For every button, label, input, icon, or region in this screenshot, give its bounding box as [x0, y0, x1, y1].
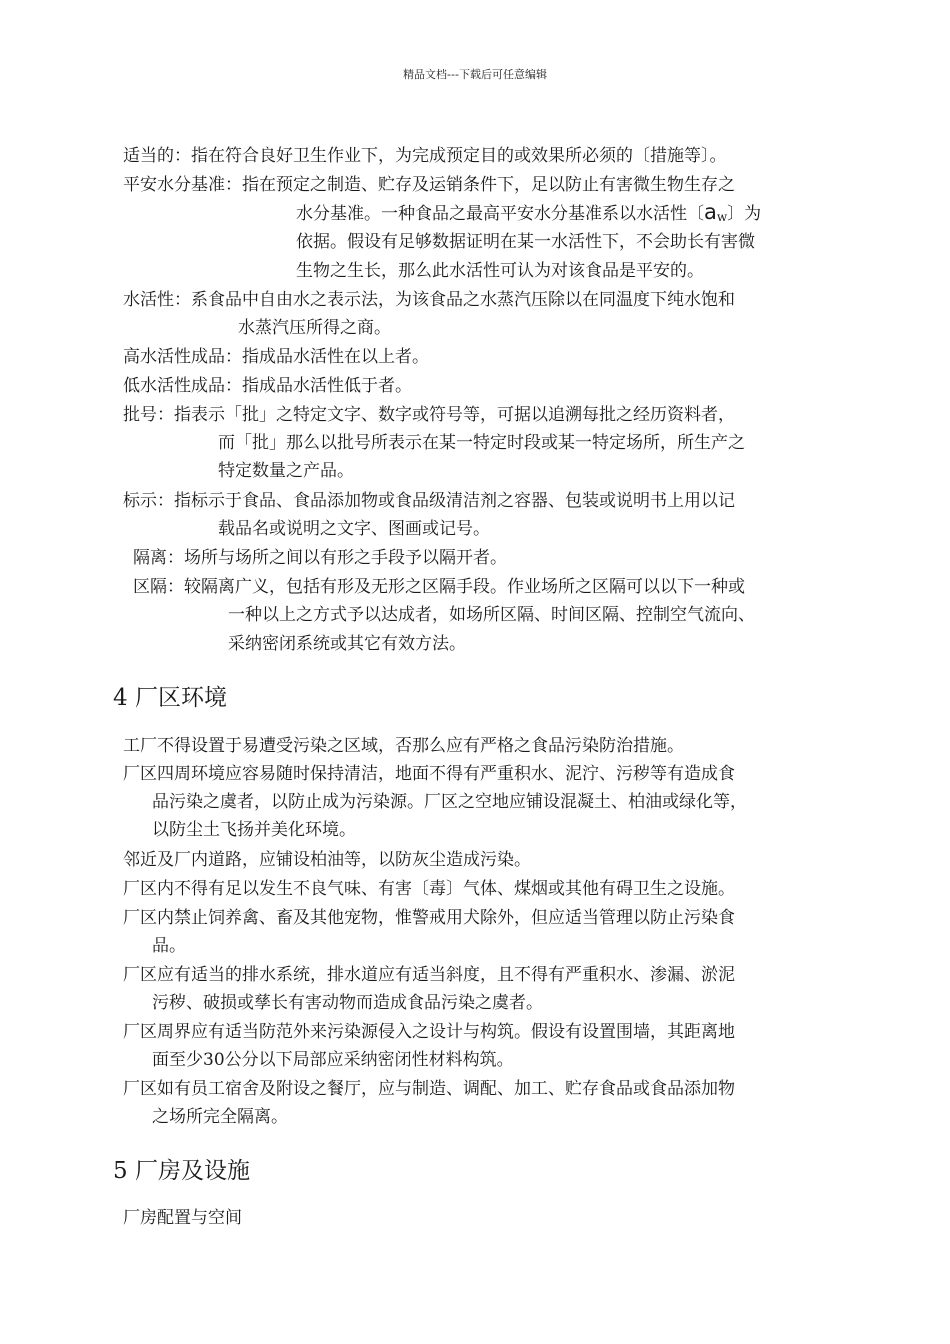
def-water-activity-l1: 水活性：系食品中自由水之表示法，为该食品之水蒸汽压除以在同温度下纯水饱和: [123, 290, 735, 310]
s4-item-7-l2: 面至少30公分以下局部应采纳密闭性材料构筑。: [152, 1050, 514, 1070]
def-safe-moisture-l4: 生物之生长，那么此水活性可认为对该食品是平安的。: [296, 261, 704, 281]
s4-item-2-l2: 品污染之虞者，以防止成为污染源。厂区之空地应铺设混凝土、柏油或绿化等，: [152, 792, 747, 812]
aw-letter: a: [704, 200, 717, 224]
section-4-heading: 4 厂区环境: [113, 685, 227, 711]
def-batch-l2: 而「批」那么以批号所表示在某一特定时段或某一特定场所，所生产之: [218, 433, 745, 453]
def-water-activity-l2: 水蒸汽压所得之商。: [238, 318, 391, 338]
s4-item-8-l2: 之场所完全隔离。: [152, 1107, 288, 1127]
s4-item-4: 厂区内不得有足以发生不良气味、有害〔毒〕气体、煤烟或其他有碍卫生之设施。: [123, 879, 735, 899]
section-5-heading: 5 厂房及设施: [113, 1158, 250, 1184]
water-activity-symbol: [704, 200, 727, 224]
s4-item-5-l1: 厂区内禁止饲养禽、畜及其他宠物，惟警戒用犬除外，但应适当管理以防止污染食: [123, 908, 735, 928]
def-batch-l3: 特定数量之产品。: [218, 461, 354, 481]
def-appropriate: 适当的：指在符合良好卫生作业下，为完成预定目的或效果所必须的〔措施等〕。: [123, 146, 727, 166]
s4-item-8-l1: 厂区如有员工宿舍及附设之餐厅，应与制造、调配、加工、贮存食品或食品添加物: [123, 1079, 735, 1099]
s4-item-6-l2: 污秽、破损或孳长有害动物而造成食品污染之虞者。: [152, 993, 543, 1013]
def-partition-l2: 一种以上之方式予以达成者，如场所区隔、时间区隔、控制空气流向、: [228, 605, 755, 625]
s4-item-2-l3: 以防尘土飞扬并美化环境。: [152, 820, 356, 840]
aw-tail: 〕为: [727, 204, 762, 224]
def-low-aw: 低水活性成品：指成品水活性低于者。: [123, 376, 412, 396]
s4-item-7-l1: 厂区周界应有适当防范外来污染源侵入之设计与构筑。假设有设置围墙，其距离地: [123, 1022, 735, 1042]
s4-item-6-l1: 厂区应有适当的排水系统，排水道应有适当斜度，且不得有严重积水、渗漏、淤泥: [123, 965, 735, 985]
page-header: 精品文档---下载后可任意编辑: [403, 68, 547, 81]
def-high-aw: 高水活性成品：指成品水活性在以上者。: [123, 347, 429, 367]
def-partition-l3: 采纳密闭系统或其它有效方法。: [228, 634, 466, 654]
s5-subtitle: 厂房配置与空间: [123, 1208, 242, 1228]
s4-item-1: 工厂不得设置于易遭受污染之区域，否那么应有严格之食品污染防治措施。: [123, 736, 684, 756]
def-partition-l1: 区隔：较隔离广义，包括有形及无形之区隔手段。作业场所之区隔可以以下一种或: [133, 577, 745, 597]
s4-item-3: 邻近及厂内道路，应铺设柏油等，以防灰尘造成污染。: [123, 850, 531, 870]
def-safe-moisture-l2: [296, 200, 761, 227]
s4-item-2-l1: 厂区四周环境应容易随时保持清洁，地面不得有严重积水、泥泞、污秽等有造成食: [123, 764, 735, 784]
s4-item-5-l2: 品。: [152, 936, 186, 956]
def-safe-moisture-l3: 依据。假设有足够数据证明在某一水活性下，不会助长有害微: [296, 232, 755, 252]
def-label-l1: 标示：指标示于食品、食品添加物或食品级清洁剂之容器、包装或说明书上用以记: [123, 491, 735, 511]
def-label-l2: 载品名或说明之文字、图画或记号。: [218, 519, 490, 539]
def-isolation: 隔离：场所与场所之间以有形之手段予以隔开者。: [133, 548, 507, 568]
def-safe-moisture-l2-text: 水分基准。一种食品之最高平安水分基准系以水活性〔: [296, 204, 704, 224]
aw-subscript: w: [716, 210, 728, 224]
def-safe-moisture-l1: 平安水分基准：指在预定之制造、贮存及运销条件下，足以防止有害微生物生存之: [123, 175, 735, 195]
def-batch-l1: 批号：指表示「批」之特定文字、数字或符号等，可据以追溯每批之经历资料者，: [123, 405, 735, 425]
